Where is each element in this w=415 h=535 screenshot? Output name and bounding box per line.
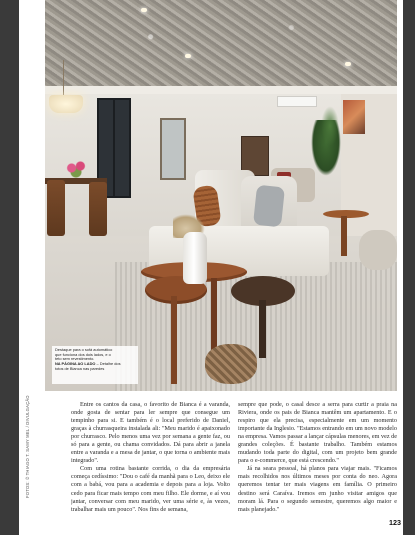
caption-line: teto sem revestimento. — [55, 356, 95, 362]
white-vase — [183, 232, 207, 284]
grey-pillow — [253, 185, 285, 228]
ceiling-light — [185, 54, 191, 58]
photo-caption — [52, 346, 138, 384]
flower-arrangement — [65, 158, 87, 178]
caption-strong: NA PÁGINA AO LADO — [55, 361, 96, 367]
dark-stool-leg — [259, 300, 266, 358]
living-room-photo — [45, 0, 397, 391]
pendant-lamp — [49, 95, 83, 113]
photo-credit: FOTOS: © THIAGO T. SAMY MEL / DIVULGAÇÃO — [25, 395, 30, 498]
paragraph: Já na seara pessoal, há planos para viajar mais. "Ficamos mais recolhidos nos últimos meses por conta do neo. Agora queremos tentar ter mais viagens em família. O primeiro destino será Caraíva. Iremos em junho visitar amigos que moram lá. Para o segundo semestre, queremos algo maior e mais planejado." — [238, 465, 397, 513]
potted-plant-leaves — [321, 106, 339, 146]
wall-mirror — [160, 118, 186, 180]
paragraph: sempre que pode, o casal desce a serra para curtir a praia na Riviera, onde os pais de Bianca mantêm um apartamento. E o respiro que ela precisa, especialmente em um momento importante da Inglesio. "Estamos entrando em um novo modelo na empresa. Vamos passar a lançar cápsulas menores, em vez de grandes coleções. É bastante trabalho. Também estamos mudando toda parte do digital, com um projeto bem grande para o e-commerce, que está crescendo." — [238, 401, 397, 465]
dining-chair — [47, 180, 65, 236]
caption-line: que funciona dos dois lados, e o — [55, 351, 111, 357]
wall-painting — [343, 100, 365, 134]
round-pouf — [359, 230, 397, 270]
caption-line: Destaque para o sofá automático — [55, 347, 113, 352]
caption-line: totos de Bianca nas paredes — [55, 365, 105, 371]
paragraph: Entre os cantos da casa, o favorito de Bianca é a varanda, onde gosta de sentar para ler sempre que consegue um tempinho para si. E também é o local preferido de Daniel, graças à churrasqueira instalada ali: "Meu marido é apaixonado por churrasco. Pelo menos uma vez por semana a gente faz, ou só para a gente, ou chama convidados. Dá para abrir a janela entre a varanda e a mesa de jantar, o que torna o ambiente mais integrado". — [71, 401, 230, 465]
paragraph: Com uma rotina bastante corrida, o dia da empresária começa cedíssimo: "Dou o café da manhã para o Leo, deixo ele com a babá, vou para a academia e depois para a loja. Volto cedo para ficar mais tempo com meu filho. Ele dorme, e aí vou jantar, conversar com meu marido, ver uma série e, às vezes, trabalhar mais um pouco". Nos fins de semana, — [71, 465, 230, 513]
text-column-left — [71, 401, 230, 519]
page-number: 123 — [389, 518, 401, 527]
textured-ceiling — [45, 0, 397, 92]
pendant-cord — [63, 60, 64, 96]
woven-basket — [205, 344, 257, 384]
text-column-right — [238, 401, 397, 519]
article-body — [71, 401, 397, 519]
side-table-leg — [341, 216, 347, 256]
dining-chair — [89, 182, 107, 236]
coffee-table-leg — [171, 296, 177, 384]
caption-text: – Detalhe dos — [96, 361, 121, 367]
ceiling-trim — [45, 86, 397, 94]
ceiling-light — [345, 62, 351, 66]
air-conditioner — [277, 96, 317, 107]
magazine-page — [19, 0, 403, 535]
ceiling-light — [141, 8, 147, 12]
